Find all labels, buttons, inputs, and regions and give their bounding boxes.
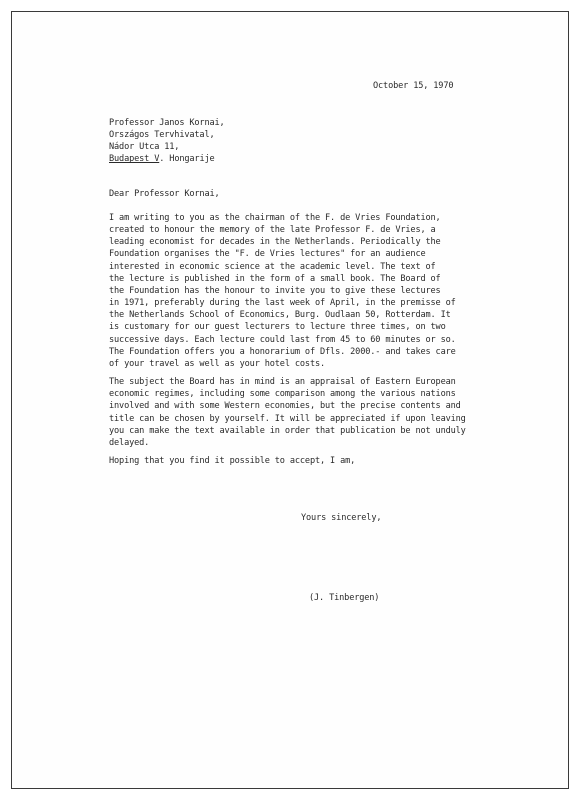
paragraph-line: leading economist for decades in the Netherlands. Periodically the — [109, 237, 441, 248]
paragraph-line: of your travel as well as your hotel costs. — [109, 358, 326, 369]
recipient-street: Nádor Utca 11, — [109, 142, 180, 153]
paragraph-line: title can be chosen by yourself. It will be appreciated if upon leaving — [109, 413, 466, 424]
recipient-name: Professor Janos Kornai, — [109, 118, 225, 128]
paragraph-line: created to honour the memory of the late Professor F. de Vries, a — [109, 225, 436, 236]
recipient-org: Országos Tervhivatal, — [109, 130, 215, 141]
recipient-city — [109, 153, 225, 165]
recipient-city-underlined: Budapest V — [109, 154, 160, 165]
recipient-address — [109, 117, 225, 166]
salutation: Dear Professor Kornai, — [109, 189, 220, 199]
paragraph-line: Hoping that you find it possible to accept, I am, — [109, 455, 356, 466]
paragraph-line: is customary for our guest lecturers to lecture three times, on two — [109, 322, 446, 333]
paragraph-line: successive days. Each lecture could last from 45 to 60 minutes or so. — [109, 334, 456, 345]
paragraph-line: The Foundation offers you a honorarium of Dfls. 2000.- and takes care — [109, 346, 456, 357]
letter-date: October 15, 1970 — [373, 81, 454, 91]
paragraph-line: in 1971, preferably during the last week of April, in the premisse of — [109, 298, 456, 309]
paragraph-line: economic regimes, including some comparison among the various nations — [109, 389, 456, 400]
letter-paragraphs — [109, 212, 529, 473]
paragraph-line: delayed. — [109, 437, 150, 448]
paragraph-line: the Netherlands School of Economics, Burg. Oudlaan 50, Rotterdam. It — [109, 310, 451, 321]
paragraph-line: The subject the Board has in mind is an appraisal of Eastern European — [109, 377, 456, 388]
paragraph-line: involved and with some Western economies, but the precise contents and — [109, 401, 461, 412]
paragraph-line: the lecture is published in the form of a small book. The Board of — [109, 273, 441, 284]
paragraph — [109, 455, 529, 467]
letter-page — [11, 11, 569, 789]
paragraph — [109, 212, 529, 370]
paragraph-line: the Foundation has the honour to invite you to give these lectures — [109, 285, 441, 296]
paragraph-line: I am writing to you as the chairman of the F. de Vries Foundation, — [109, 213, 441, 223]
recipient-country: . Hongarije — [159, 154, 215, 165]
paragraph-line: Foundation organises the "F. de Vries lectures" for an audience — [109, 249, 426, 260]
closing: Yours sincerely, — [301, 513, 382, 523]
letter-body — [12, 12, 568, 788]
paragraph-line: interested in economic science at the academic level. The text of — [109, 261, 436, 272]
paragraph — [109, 376, 529, 449]
signature-name: (J. Tinbergen) — [309, 593, 380, 603]
paragraph-line: you can make the text available in order that publication be not unduly — [109, 425, 466, 436]
